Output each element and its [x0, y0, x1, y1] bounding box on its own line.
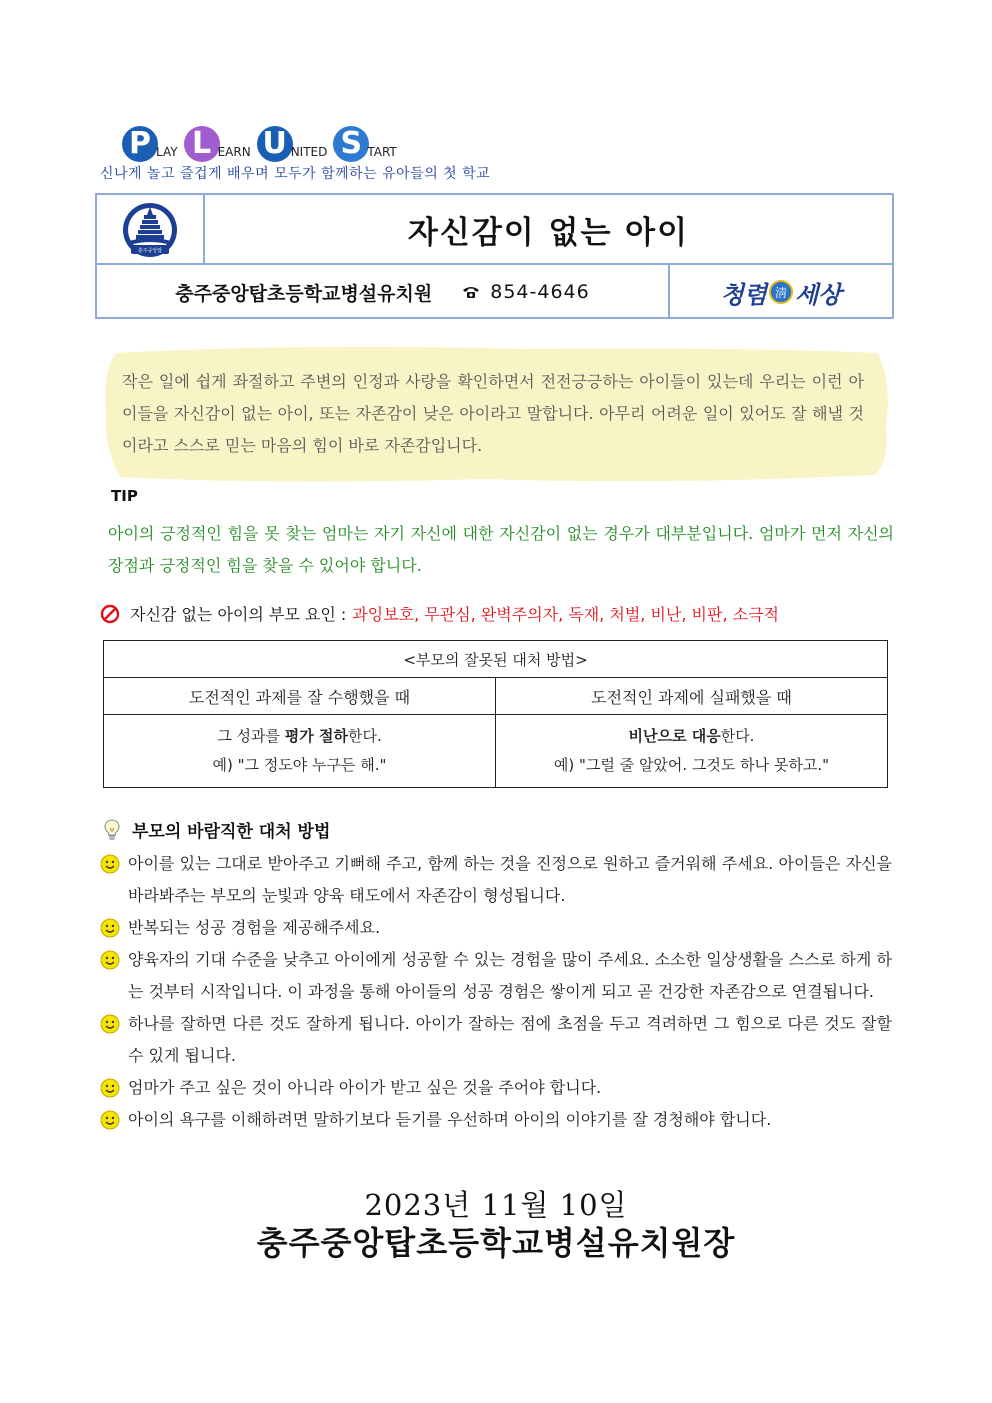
logo-text-left: 청렴 — [720, 279, 767, 309]
motto-rest-united: NITED — [290, 145, 328, 159]
phone-line — [462, 281, 589, 303]
list-item — [100, 944, 892, 1008]
phone-number: 854-4646 — [490, 281, 590, 303]
tip-text: 아이의 긍정적인 힘을 못 찾는 엄마는 자기 자신에 대한 자신감이 없는 경우가 대부분입니다. 엄마가 먼저 자신의 장점과 긍정적인 힘을 찾을 수 있어야 합니다. — [108, 524, 894, 575]
list-item — [100, 848, 892, 912]
list-item-text: 엄마가 주고 싶은 것이 아니라 아이가 받고 싶은 것을 주어야 합니다. — [128, 1078, 602, 1097]
desirable-title: 부모의 바람직한 대처 방법 — [132, 822, 331, 842]
list-item-text: 아이를 있는 그대로 받아주고 기뻐해 주고, 함께 하는 것을 진정으로 원하고 즐거워해 주세요. 아이들은 자신을 바라봐주는 부모의 눈빛과 양육 태도에서 자존감이 형성됩니다. — [128, 854, 892, 905]
motto-rest-start: TART — [367, 145, 397, 159]
emblem-text: 충주중앙탑 — [137, 248, 163, 254]
motto-word-learn — [184, 126, 251, 162]
motto-word-play — [122, 126, 178, 162]
list-item — [100, 1104, 892, 1136]
list-item-text: 양육자의 기대 수준을 낮추고 아이에게 성공할 수 있는 경험을 많이 주세요. 소소한 일상생활을 스스로 하게 하는 것부터 시작입니다. 이 과정을 통해 아이들의 성공 경험은 쌓이게 되고 곧 건강한 자존감으로 연결됩니다. — [128, 950, 892, 1001]
smiley-icon — [100, 1078, 120, 1098]
page-title: 자신감이 없는 아이 — [407, 214, 690, 251]
table-caption: <부모의 잘못된 대처 방법> — [104, 641, 888, 678]
smiley-icon — [100, 854, 120, 874]
smiley-icon — [100, 950, 120, 970]
table-cell-failure: 비난으로 대응한다. 예) "그럴 줄 알았어. 그것도 하나 못하고." — [496, 715, 888, 788]
motto-initial-u: U — [257, 126, 293, 162]
motto-initial-s: S — [333, 126, 369, 162]
motto-rest-play: LAY — [156, 145, 178, 159]
desirable-heading — [104, 817, 330, 842]
motto-word-united — [257, 126, 328, 162]
list-item-text: 하나를 잘하면 다른 것도 잘하게 됩니다. 아이가 잘하는 점에 초점을 두고 격려하면 그 힘으로 다른 것도 잘할 수 있게 됩니다. — [128, 1014, 892, 1065]
lightbulb-icon — [104, 819, 120, 841]
motto-word-start — [333, 126, 396, 162]
parent-factors — [100, 602, 779, 625]
example-failure: 예) "그럴 줄 알았어. 그것도 하나 못하고." — [553, 756, 830, 774]
smiley-icon — [100, 918, 120, 938]
plus-motto — [122, 124, 403, 162]
smiley-icon — [100, 1014, 120, 1034]
list-item — [100, 1072, 892, 1104]
phone-icon — [462, 285, 480, 299]
tip-heading: TIP — [111, 487, 138, 505]
table-header-failure: 도전적인 과제에 실패했을 때 — [496, 678, 888, 715]
factors-items: 과잉보호, 무관심, 완벽주의자, 독재, 처벌, 비난, 비판, 소극적 — [352, 605, 779, 624]
motto-rest-learn: EARN — [217, 145, 251, 159]
motto-initial-l: L — [184, 126, 220, 162]
desirable-list — [100, 848, 892, 1136]
factors-label: 자신감 없는 아이의 부모 요인 : — [130, 605, 347, 624]
header-box — [95, 193, 894, 319]
school-info — [97, 265, 668, 319]
signature: 충주중앙탑초등학교병설유치원장 — [256, 1224, 736, 1262]
prohibited-icon — [100, 604, 120, 624]
school-emblem-icon — [121, 201, 179, 259]
list-item — [100, 1008, 892, 1072]
list-item — [100, 912, 892, 944]
table-header-success: 도전적인 과제를 잘 수행했을 때 — [104, 678, 496, 715]
example-success: 예) "그 정도야 누구든 해." — [212, 756, 387, 774]
school-name: 충주중앙탑초등학교병설유치원 — [175, 282, 433, 305]
list-item-text: 아이의 욕구를 이해하려면 말하기보다 듣기를 우선하며 아이의 이야기를 잘 경청해야 합니다. — [128, 1110, 772, 1129]
document-date: 2023년 11월 10일 — [364, 1188, 628, 1222]
logo-text-mid: 淸 — [774, 285, 787, 300]
slogan: 신나게 놀고 즐겁게 배우며 모두가 함께하는 유아들의 첫 학교 — [100, 166, 491, 182]
wrong-coping-table — [103, 640, 888, 788]
table-cell-success: 그 성과를 평가 절하한다. 예) "그 정도야 누구든 해." — [104, 715, 496, 788]
motto-initial-p: P — [122, 126, 158, 162]
logo-badge-icon — [769, 280, 793, 304]
smiley-icon — [100, 1110, 120, 1130]
logo-text-right: 세상 — [795, 279, 842, 309]
list-item-text: 반복되는 성공 경험을 제공해주세요. — [128, 918, 381, 937]
clean-world-logo — [670, 265, 892, 319]
intro-paragraph: 작은 일에 쉽게 좌절하고 주변의 인정과 사랑을 확인하면서 전전긍긍하는 아이들이 있는데 우리는 이런 아이들을 자신감이 없는 아이, 또는 자존감이 낮은 아이라고 말합니다. 아무리 어려운 일이 있어도 잘 해낼 것이라고 스스로 믿는 마음의 힘이 바로 자존감입니다. — [122, 372, 864, 455]
